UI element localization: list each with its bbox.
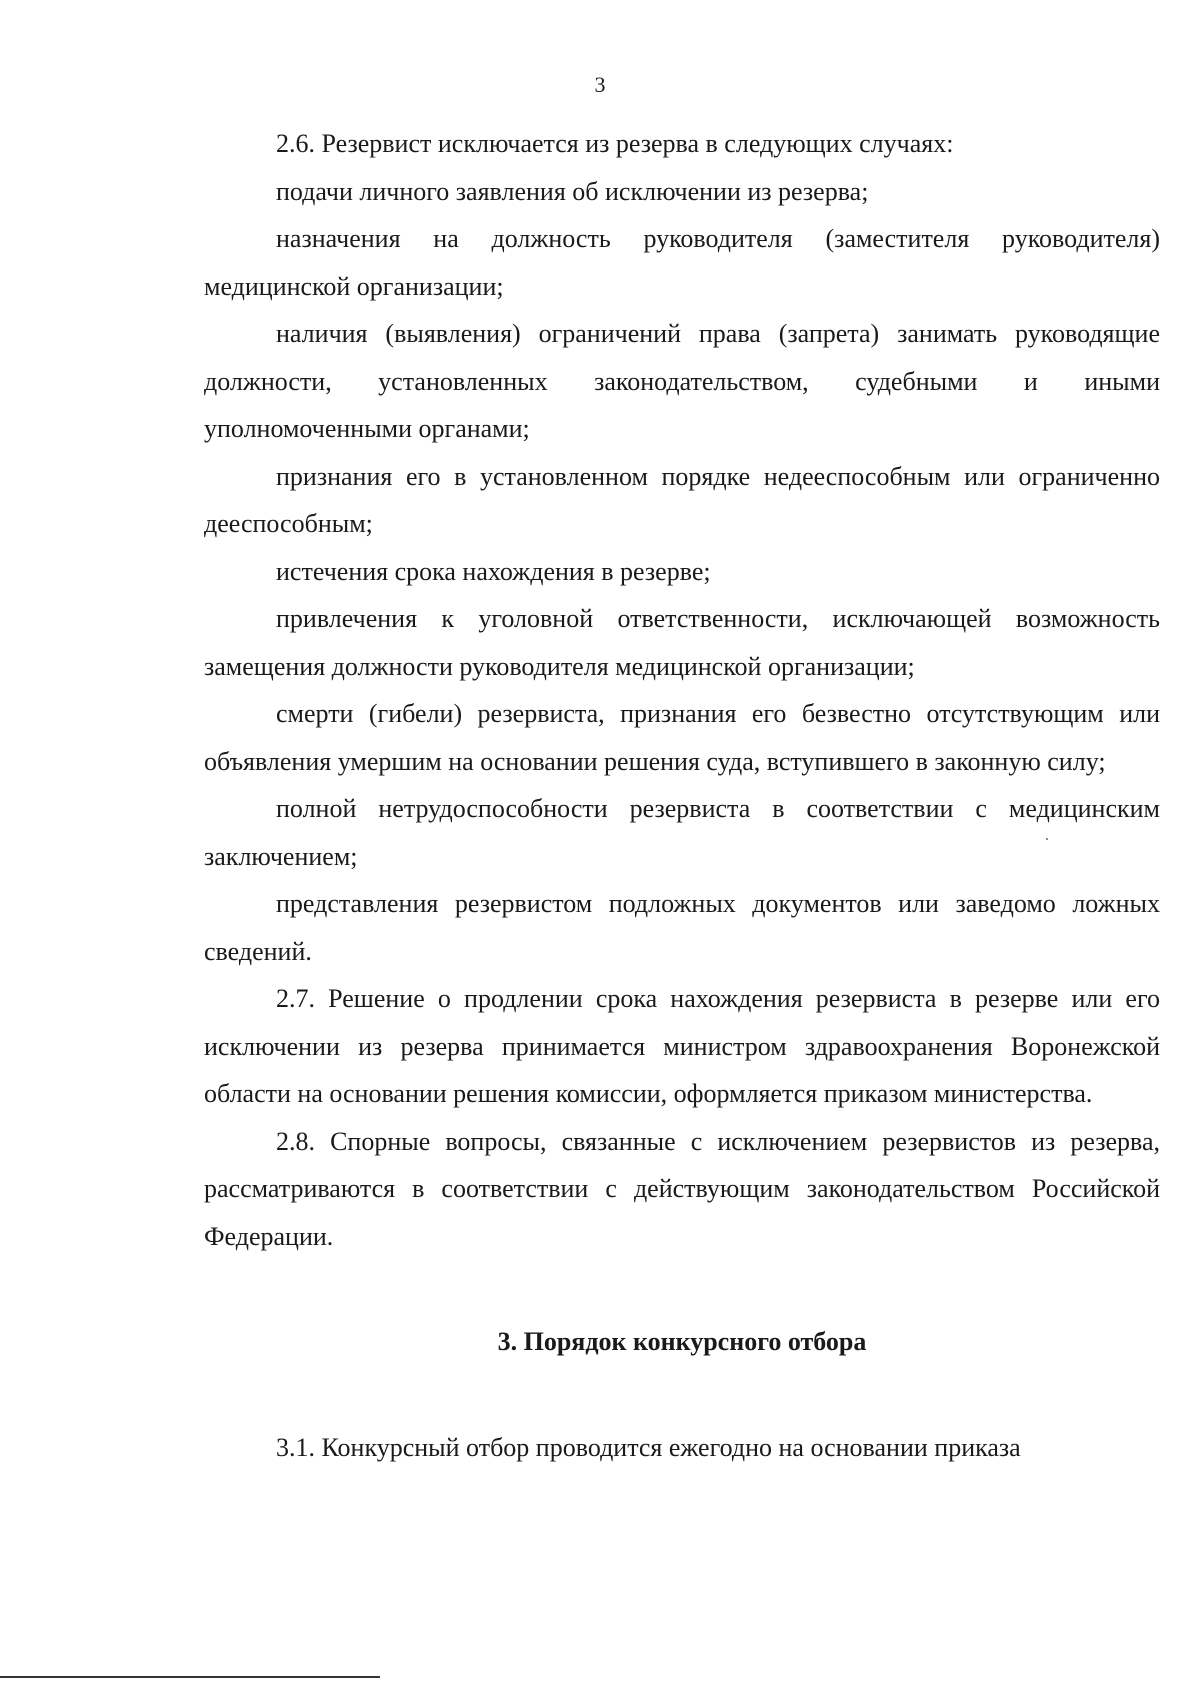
list-item-restrictions: наличия (выявления) ограничений права (запрета) занимать руководящие должности, установленных законодательством, судебными и иными уполномоченными органами; [204,319,1160,443]
list-item-incapacity: признания его в установленном порядке недееспособным или ограниченно дееспособным; [204,461,1160,538]
list-item-criminal-liability: привлечения к уголовной ответственности, исключающей возможность замещения должности руководителя медицинской организации; [204,604,1160,681]
scan-speck [1046,838,1048,840]
paragraph-2-6: 2.6. Резервист исключается из резерва в следующих случаях: [276,129,954,158]
list-item-personal-application: подачи личного заявления об исключении из резерва; [276,176,869,206]
footnote-rule [0,1676,380,1678]
document-body [204,120,1160,1471]
paragraph-3-1: 3.1. Конкурсный отбор проводится ежегодно на основании приказа [276,1432,1021,1462]
list-item-appointment: назначения на должность руководителя (заместителя руководителя) медицинской организации; [204,224,1160,301]
page-number: 3 [594,72,606,97]
paragraph-2-7: 2.7. Решение о продлении срока нахождения резервиста в резерве или его исключении из резерва принимается министром здравоохранения Воронежской области на основании решения комиссии, оформляется приказом министерства. [204,984,1160,1108]
list-item-term-expiry: истечения срока нахождения в резерве; [276,556,711,586]
section-heading: 3. Порядок конкурсного отбора [497,1327,867,1356]
list-item-disability: полной нетрудоспособности резервиста в соответствии с медицинским заключением; [204,794,1160,871]
list-item-false-documents: представления резервистом подложных документов или заведомо ложных сведений. [204,889,1160,966]
paragraph-2-8: 2.8. Спорные вопросы, связанные с исключением резервистов из резерва, рассматриваются в соответствии с действующим законодательством Российской Федерации. [204,1126,1160,1251]
list-item-death: смерти (гибели) резервиста, признания его безвестно отсутствующим или объявления умершим на основании решения суда, вступившего в законную силу; [204,699,1160,776]
